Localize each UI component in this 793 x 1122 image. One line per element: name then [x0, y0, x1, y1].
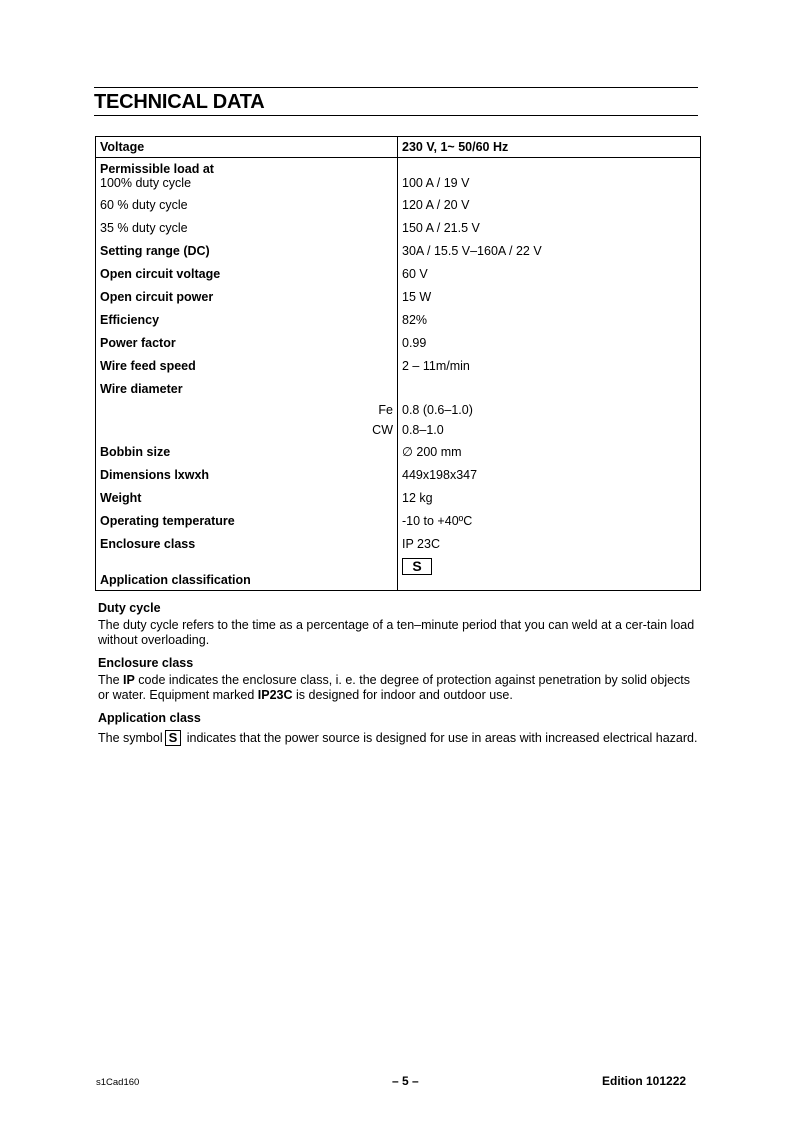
- s-symbol-inline-icon: S: [165, 730, 182, 746]
- power-factor-label: Power factor: [96, 331, 398, 354]
- duty-100-label: 100% duty cycle: [100, 176, 192, 190]
- table-row: [96, 308, 701, 331]
- table-row: [96, 400, 701, 420]
- voltage-label: Voltage: [96, 137, 398, 158]
- notes-section: [98, 600, 698, 754]
- duty-cycle-heading: Duty cycle: [98, 601, 161, 615]
- table-row: [96, 420, 701, 440]
- weight-value: 12 kg: [402, 490, 433, 505]
- open-circuit-voltage-label: Open circuit voltage: [96, 262, 398, 285]
- application-class-text: The symbol S indicates that the power source is designed for use in areas with increased electrical hazard.: [98, 730, 698, 745]
- permissible-load-label: Permissible load at: [100, 162, 214, 176]
- open-circuit-voltage-value: 60 V: [402, 266, 428, 281]
- duty-cycle-text: The duty cycle refers to the time as a percentage of a ten–minute period that you can weld at a cer-tain load without overloading.: [98, 618, 695, 647]
- table-row: [96, 555, 701, 591]
- enclosure-class-heading: Enclosure class: [98, 656, 194, 670]
- duty-35-label: 35 % duty cycle: [96, 216, 398, 239]
- table-row: [96, 486, 701, 509]
- footer-doc-id: s1Cad160: [96, 1077, 140, 1088]
- application-class-heading: Application class: [98, 711, 201, 725]
- table-row: [96, 137, 701, 158]
- wire-fe-value: 0.8 (0.6–1.0): [402, 403, 473, 417]
- technical-data-table: [95, 136, 701, 591]
- power-factor-value: 0.99: [402, 335, 427, 350]
- wire-cw-label: CW: [96, 420, 398, 440]
- title-rule-top: [94, 87, 698, 88]
- enclosure-class-label: Enclosure class: [96, 532, 398, 555]
- table-row: [96, 463, 701, 486]
- wire-diameter-label: Wire diameter: [96, 377, 398, 400]
- duty-35-value: 150 A / 21.5 V: [402, 220, 480, 235]
- table-row: [96, 331, 701, 354]
- table-row: [96, 193, 701, 216]
- title-rule-bottom: [94, 115, 698, 116]
- table-row: [96, 285, 701, 308]
- table-row: [96, 216, 701, 239]
- s-symbol-icon: S: [402, 558, 432, 575]
- operating-temperature-label: Operating temperature: [96, 509, 398, 532]
- wire-cw-value: 0.8–1.0: [402, 423, 444, 437]
- bobbin-size-label: Bobbin size: [96, 440, 398, 463]
- efficiency-value: 82%: [402, 312, 428, 327]
- operating-temperature-value: -10 to +40ºC: [402, 513, 473, 528]
- table-row: [96, 532, 701, 555]
- enclosure-class-value: IP 23C: [402, 536, 440, 551]
- application-classification-label: Application classification: [96, 555, 398, 591]
- setting-range-label: Setting range (DC): [96, 239, 398, 262]
- enclosure-class-text: The IP code indicates the enclosure class, i. e. the degree of protection against penetration by solid objects or water. Equipment marked IP23C is designed for indoor and outdoor use.: [98, 673, 691, 702]
- open-circuit-power-value: 15 W: [402, 289, 432, 304]
- wire-fe-label: Fe: [96, 400, 398, 420]
- setting-range-value: 30A / 15.5 V–160A / 22 V: [402, 243, 542, 258]
- open-circuit-power-label: Open circuit power: [96, 285, 398, 308]
- table-row: [96, 509, 701, 532]
- duty-60-label: 60 % duty cycle: [96, 193, 398, 216]
- wire-feed-speed-value: 2 – 11m/min: [402, 358, 470, 373]
- voltage-value: 230 V, 1~ 50/60 Hz: [398, 137, 701, 158]
- dimensions-label: Dimensions lxwxh: [96, 463, 398, 486]
- wire-feed-speed-label: Wire feed speed: [96, 354, 398, 377]
- duty-60-value: 120 A / 20 V: [402, 197, 470, 212]
- footer-edition: Edition 101222: [602, 1074, 687, 1088]
- table-row: [96, 440, 701, 463]
- weight-label: Weight: [96, 486, 398, 509]
- table-row: [96, 377, 701, 400]
- efficiency-label: Efficiency: [96, 308, 398, 331]
- footer-page-number: – 5 –: [392, 1074, 419, 1088]
- duty-100-value: 100 A / 19 V: [402, 176, 470, 190]
- page-title: TECHNICAL DATA: [94, 91, 265, 113]
- dimensions-value: 449x198x347: [402, 467, 478, 482]
- table-row: [96, 158, 701, 194]
- table-row: [96, 354, 701, 377]
- bobbin-size-value: ∅ 200 mm: [402, 444, 462, 459]
- table-row: [96, 262, 701, 285]
- table-row: [96, 239, 701, 262]
